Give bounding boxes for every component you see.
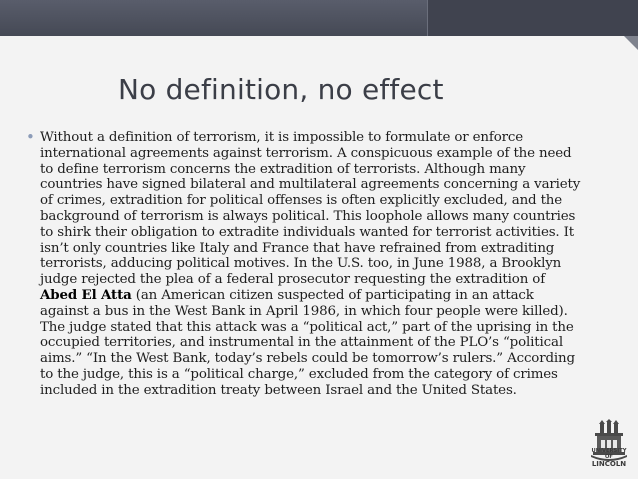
body-text-after-name: (an American citizen suspected of participating in an attack against a bus in the West Bank in April 1986, in which four people were killed). The judge stated that this attack was a “political act,” part of the uprising in the occupied territories, and instrumental in the attainment of the PLO’s “political aims.” “In the West Bank, today’s rebels could be tomorrow’s rulers.” According to the judge, this is a “political charge,” excluded from the category of crimes included in the extradition treaty between Israel and the United States. — [40, 287, 575, 398]
logo-line-2: LINCOLN — [591, 460, 627, 469]
header-accent-block — [427, 0, 638, 36]
university-logo-text — [587, 448, 631, 468]
bullet-marker: • — [26, 128, 35, 146]
slide-body — [40, 130, 585, 399]
body-text-before-name: Without a definition of terrorism, it is impossible to formulate or enforce international agreements against terrorism. A conspicuous example of the need to define terrorism concerns the extradition of terrorists. Although many countries have signed bilateral and multilateral agreements concerning a variety of crimes, extradition for political offenses is often explicitly excluded, and the background of terrorism is always political. This loophole allows many countries to shirk their obligation to extradite individuals wanted for terrorist activities. It isn’t only countries like Italy and France that have refrained from extraditing terrorists, adducing political motives. In the U.S. too, in June 1988, a Brooklyn judge rejected the plea of a federal prosecutor requesting the extradition of — [40, 130, 581, 288]
slide-title: No definition, no effect — [118, 73, 444, 106]
corner-fold-decoration — [624, 36, 638, 50]
body-paragraph — [40, 130, 585, 399]
logo-line-1: UNIVERSITY OF — [591, 448, 627, 461]
highlighted-name: Abed El Atta — [40, 286, 132, 303]
